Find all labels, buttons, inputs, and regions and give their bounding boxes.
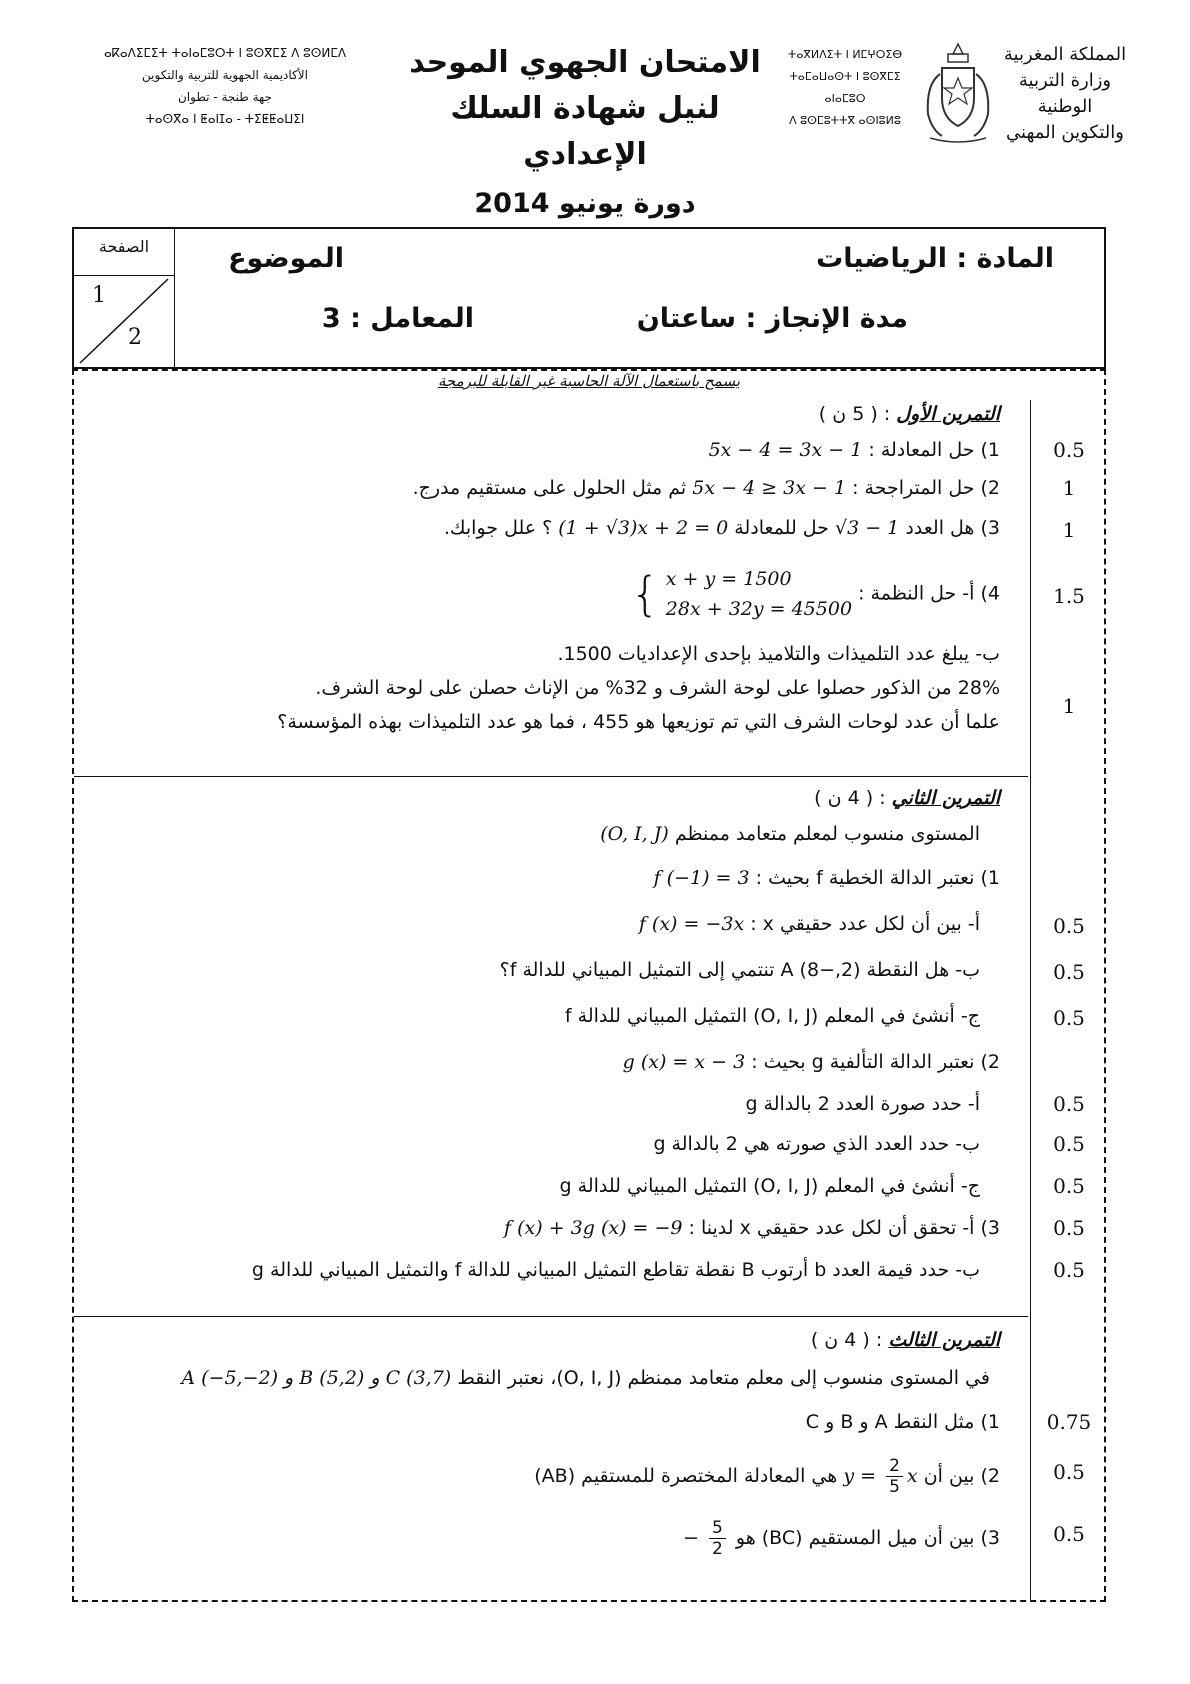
calculator-note: يسمح باستعمال الآلة الحاسبة غير القابلة للبرمجة (437, 372, 741, 390)
ex1-q3-number: √3 − 1 (834, 517, 900, 539)
exam-session: دورة يونيو 2014 (474, 188, 696, 219)
ex3-q2-text: 2) بين أن (923, 1465, 1000, 1487)
exam-subtitle: لنيل شهادة السلك الإعدادي (450, 91, 720, 172)
ex1-q3-score: 1 (1062, 518, 1076, 542)
ex2-q1a-score: 0.5 (1053, 914, 1085, 938)
ex1-q3-equation: (1 + √3)x + 2 = 0 (558, 517, 729, 539)
ex3-q2-y: y = (843, 1465, 877, 1487)
ex2-separator (74, 1316, 1028, 1317)
ex2-q1a-formula: f (x) = −3x (638, 913, 745, 935)
ex2-q2b-score: 0.5 (1053, 1132, 1085, 1156)
coat-of-arms-icon (918, 38, 998, 148)
ex2-q1a-text: أ- بين أن لكل عدد حقيقي x : (750, 913, 980, 935)
ex1-q1-equation: 5x − 4 = 3x − 1 (708, 439, 863, 461)
ex2-q1a (639, 910, 980, 938)
ministry-line: وزارة التربية الوطنية (1018, 70, 1112, 117)
ex1-q1 (709, 436, 1000, 464)
ex3-header: التمرين الثالث : ( 4 ن ) (810, 1329, 1000, 1351)
kingdom-line: المملكة المغربية (1003, 44, 1127, 65)
ex2-intro-frame: (O, I, J) (600, 823, 669, 845)
ex2-header: التمرين الثاني : ( 4 ن ) (814, 787, 1000, 809)
ex3-q2-numerator: 2 (886, 1456, 903, 1477)
coefficient-label: المعامل : 3 (321, 303, 474, 334)
ex2-q3a-text: 3) أ- تحقق أن لكل عدد حقيقي x لدينا : (688, 1217, 1000, 1239)
ministry-tifinagh-line: ⵜⴰⵎⴰⵡⴰⵙⵜ ⵏ ⵓⵙⴳⵎⵉ ⴰⵏⴰⵎⵓⵔ (789, 70, 901, 105)
academy-header (60, 42, 390, 130)
ex2-q2b: ب- حدد العدد الذي صورته هي 2 بالدالة g (653, 1133, 980, 1155)
ex3-q2 (534, 1456, 1000, 1497)
ex1-q4b-line3: علما أن عدد لوحات الشرف التي تم توزيعها هو 455 ، فما هو عدد التلميذات بهذه المؤسسة؟ (277, 711, 1000, 733)
ex3-points: ( 4 ن ) (810, 1329, 870, 1351)
ex2-q1b: ب- هل النقطة (2,−8) A تنتمي إلى التمثيل المبياني للدالة f؟ (499, 959, 980, 981)
ex2-intro-text: المستوى منسوب لمعلم متعامد ممنظم (674, 823, 980, 845)
ex1-q4b-line1: ب- يبلغ عدد التلميذات والتلاميذ بإحدى الإعداديات 1500. (557, 643, 1000, 665)
ex2-title: التمرين الثاني (891, 787, 1000, 809)
academy-arabic-line: الأكاديمية الجهوية للتربية والتكوين (142, 68, 308, 82)
exam-info-table (72, 227, 1106, 369)
exam-title: الامتحان الجهوي الموحد (409, 45, 761, 80)
ex1-separator (74, 776, 1028, 777)
page-number-cell (74, 275, 174, 367)
ex3-q2-x: x (906, 1465, 918, 1487)
ex1-q4 (630, 564, 1000, 624)
ex1-q1-score: 0.5 (1053, 438, 1085, 462)
region-line: جهة طنجة - تطوان (177, 90, 273, 104)
system-eq-2: 28x + 32y = 45500 (665, 598, 853, 620)
ex3-title: التمرين الثالث (888, 1329, 1000, 1351)
ex2-q1b-score: 0.5 (1053, 960, 1085, 984)
ex3-q3-fraction (709, 1518, 726, 1559)
ex2-points: ( 4 ن ) (814, 787, 874, 809)
duration-label: مدة الإنجاز : ساعتان (636, 303, 908, 334)
ex2-q2c-score: 0.5 (1053, 1174, 1085, 1198)
ex1-q2-inequality: 5x − 4 ≥ 3x − 1 (692, 477, 847, 499)
ex3-q2-equation (843, 1456, 917, 1497)
ex3-q3-score: 0.5 (1053, 1522, 1085, 1546)
ex3-intro (181, 1364, 990, 1392)
diagonal-divider (74, 275, 174, 367)
ex3-intro-text: في المستوى منسوب إلى معلم متعامد ممنظم (O, I, J)، نعتبر النقط (457, 1367, 990, 1389)
ex1-q4-text: 4) أ- حل النظمة : (858, 582, 1000, 605)
ex1-q3-text3: ؟ علل جوابك. (443, 517, 553, 539)
ex2-q3a-score: 0.5 (1053, 1216, 1085, 1240)
ex2-q3b-score: 0.5 (1053, 1258, 1085, 1282)
ex1-points: ( 5 ن ) (818, 403, 878, 425)
ministry-arabic (1000, 42, 1130, 146)
ex1-q3-text: 3) هل العدد (905, 517, 1000, 539)
ex2-q2a-score: 0.5 (1053, 1092, 1085, 1116)
ex2-intro (600, 820, 980, 848)
page-total: 2 (128, 325, 142, 350)
ex2-q1c-score: 0.5 (1053, 1006, 1085, 1030)
system-equations (666, 564, 852, 624)
ex3-q1-score: 0.75 (1046, 1410, 1092, 1434)
system-brace: { (630, 567, 660, 621)
ex1-q2-score: 1 (1062, 476, 1076, 500)
ex1-q2 (413, 474, 1000, 502)
ex3-q3-denominator: 2 (712, 1539, 723, 1559)
ex2-q1 (654, 864, 1000, 892)
ex3-q1: 1) مثل النقط A و B و C (805, 1411, 1000, 1433)
ex1-q2-text: 2) حل المتراجحة : (852, 477, 1000, 499)
ex2-q2-formula: g (x) = x − 3 (622, 1051, 746, 1073)
ex2-q2a: أ- حدد صورة العدد 2 بالدالة g (745, 1093, 980, 1115)
ex3-q3 (683, 1518, 1000, 1559)
ex2-q1-text: 1) نعتبر الدالة الخطية f بحيث : (755, 867, 1000, 889)
ministry-tifinagh (780, 44, 910, 132)
page-label-cell (74, 229, 174, 276)
exam-title-block (390, 40, 780, 230)
ministry-tifinagh-line: ⴷ ⵓⵙⵎⵓⵜⵜⴳ ⴰⵙⵏⵓⵍⵓ (789, 114, 901, 127)
ex3-q2-denominator: 5 (889, 1477, 900, 1497)
ex1-q4-system (630, 564, 852, 624)
topic-label: الموضوع (228, 243, 344, 274)
ex2-q1c: ج- أنشئ في المعلم (O, I, J) التمثيل المبياني للدالة f (564, 1005, 980, 1027)
system-eq-1: x + y = 1500 (665, 568, 792, 590)
ex2-q2c: ج- أنشئ في المعلم (O, I, J) التمثيل المبياني للدالة g (559, 1175, 980, 1197)
page-cell (74, 229, 175, 367)
ministry-header (780, 38, 1130, 148)
ex2-q2 (623, 1048, 1000, 1076)
ex1-q4-score: 1.5 (1053, 584, 1085, 608)
page-label: الصفحة (98, 237, 150, 256)
ex2-q3a-identity: f (x) + 3g (x) = −9 (504, 1217, 683, 1239)
page-number: 1 (92, 283, 106, 308)
ministry-line-2: والتكوين المهني (1006, 122, 1124, 143)
score-column-divider (1030, 400, 1031, 1600)
ex3-q3-numerator: 5 (709, 1518, 726, 1539)
ex1-header: التمرين الأول : ( 5 ن ) (818, 403, 1000, 425)
ex1-q2-text2: ثم مثل الحلول على مستقيم مدرج. (412, 477, 687, 499)
ex1-title: التمرين الأول (896, 403, 1000, 425)
ex3-q2-text2: هي المعادلة المختصرة للمستقيم (AB) (534, 1465, 838, 1487)
ex2-q2-text: 2) نعتبر الدالة التألفية g بحيث : (751, 1051, 1000, 1073)
ex1-q4b-score: 1 (1062, 694, 1076, 718)
academy-tifinagh-line: ⴰⴽⴰⴷⵉⵎⵉⵜ ⵜⴰⵏⴰⵎⵓⵔⵜ ⵏ ⵓⵙⴳⵎⵉ ⴷ ⵓⵙⵍⵎⴷ (103, 46, 347, 60)
ex3-q3-minus: − (683, 1527, 699, 1549)
ex3-q3-slope (683, 1518, 730, 1559)
ex2-q3a (504, 1214, 1000, 1242)
ex2-q3b: ب- حدد قيمة العدد b أرتوب B نقطة تقاطع التمثيل المبياني للدالة f والتمثيل المبياني للدالة g (251, 1259, 980, 1281)
ex1-q1-text: 1) حل المعادلة : (868, 439, 1000, 461)
subject-label: المادة : الرياضيات (816, 243, 1054, 274)
ex3-q3-text: 3) بين أن ميل المستقيم (BC) هو (735, 1527, 1000, 1549)
ministry-tifinagh-line: ⵜⴰⴳⵍⴷⵉⵜ ⵏ ⵍⵎⵖⵔⵉⴱ (787, 48, 903, 61)
ex3-intro-points: A (−5,−2) و B (5,2) و C (3,7) (181, 1367, 452, 1389)
ex1-q4b-line2: 28% من الذكور حصلوا على لوحة الشرف و 32% من الإناث حصلن على لوحة الشرف. (315, 677, 1000, 699)
ex1-q3-text2: حل للمعادلة (734, 517, 829, 539)
ex1-q3 (444, 514, 1000, 542)
ex2-q1-condition: f (−1) = 3 (653, 867, 750, 889)
ex3-q2-fraction (886, 1456, 903, 1497)
ex3-q2-score: 0.5 (1053, 1460, 1085, 1484)
region-tifinagh-line: ⵜⴰⵙⴳⴰ ⵏ ⵟⴰⵏⵊⴰ - ⵜⵉⵟⵟⴰⵡⵉⵏ (145, 112, 305, 126)
